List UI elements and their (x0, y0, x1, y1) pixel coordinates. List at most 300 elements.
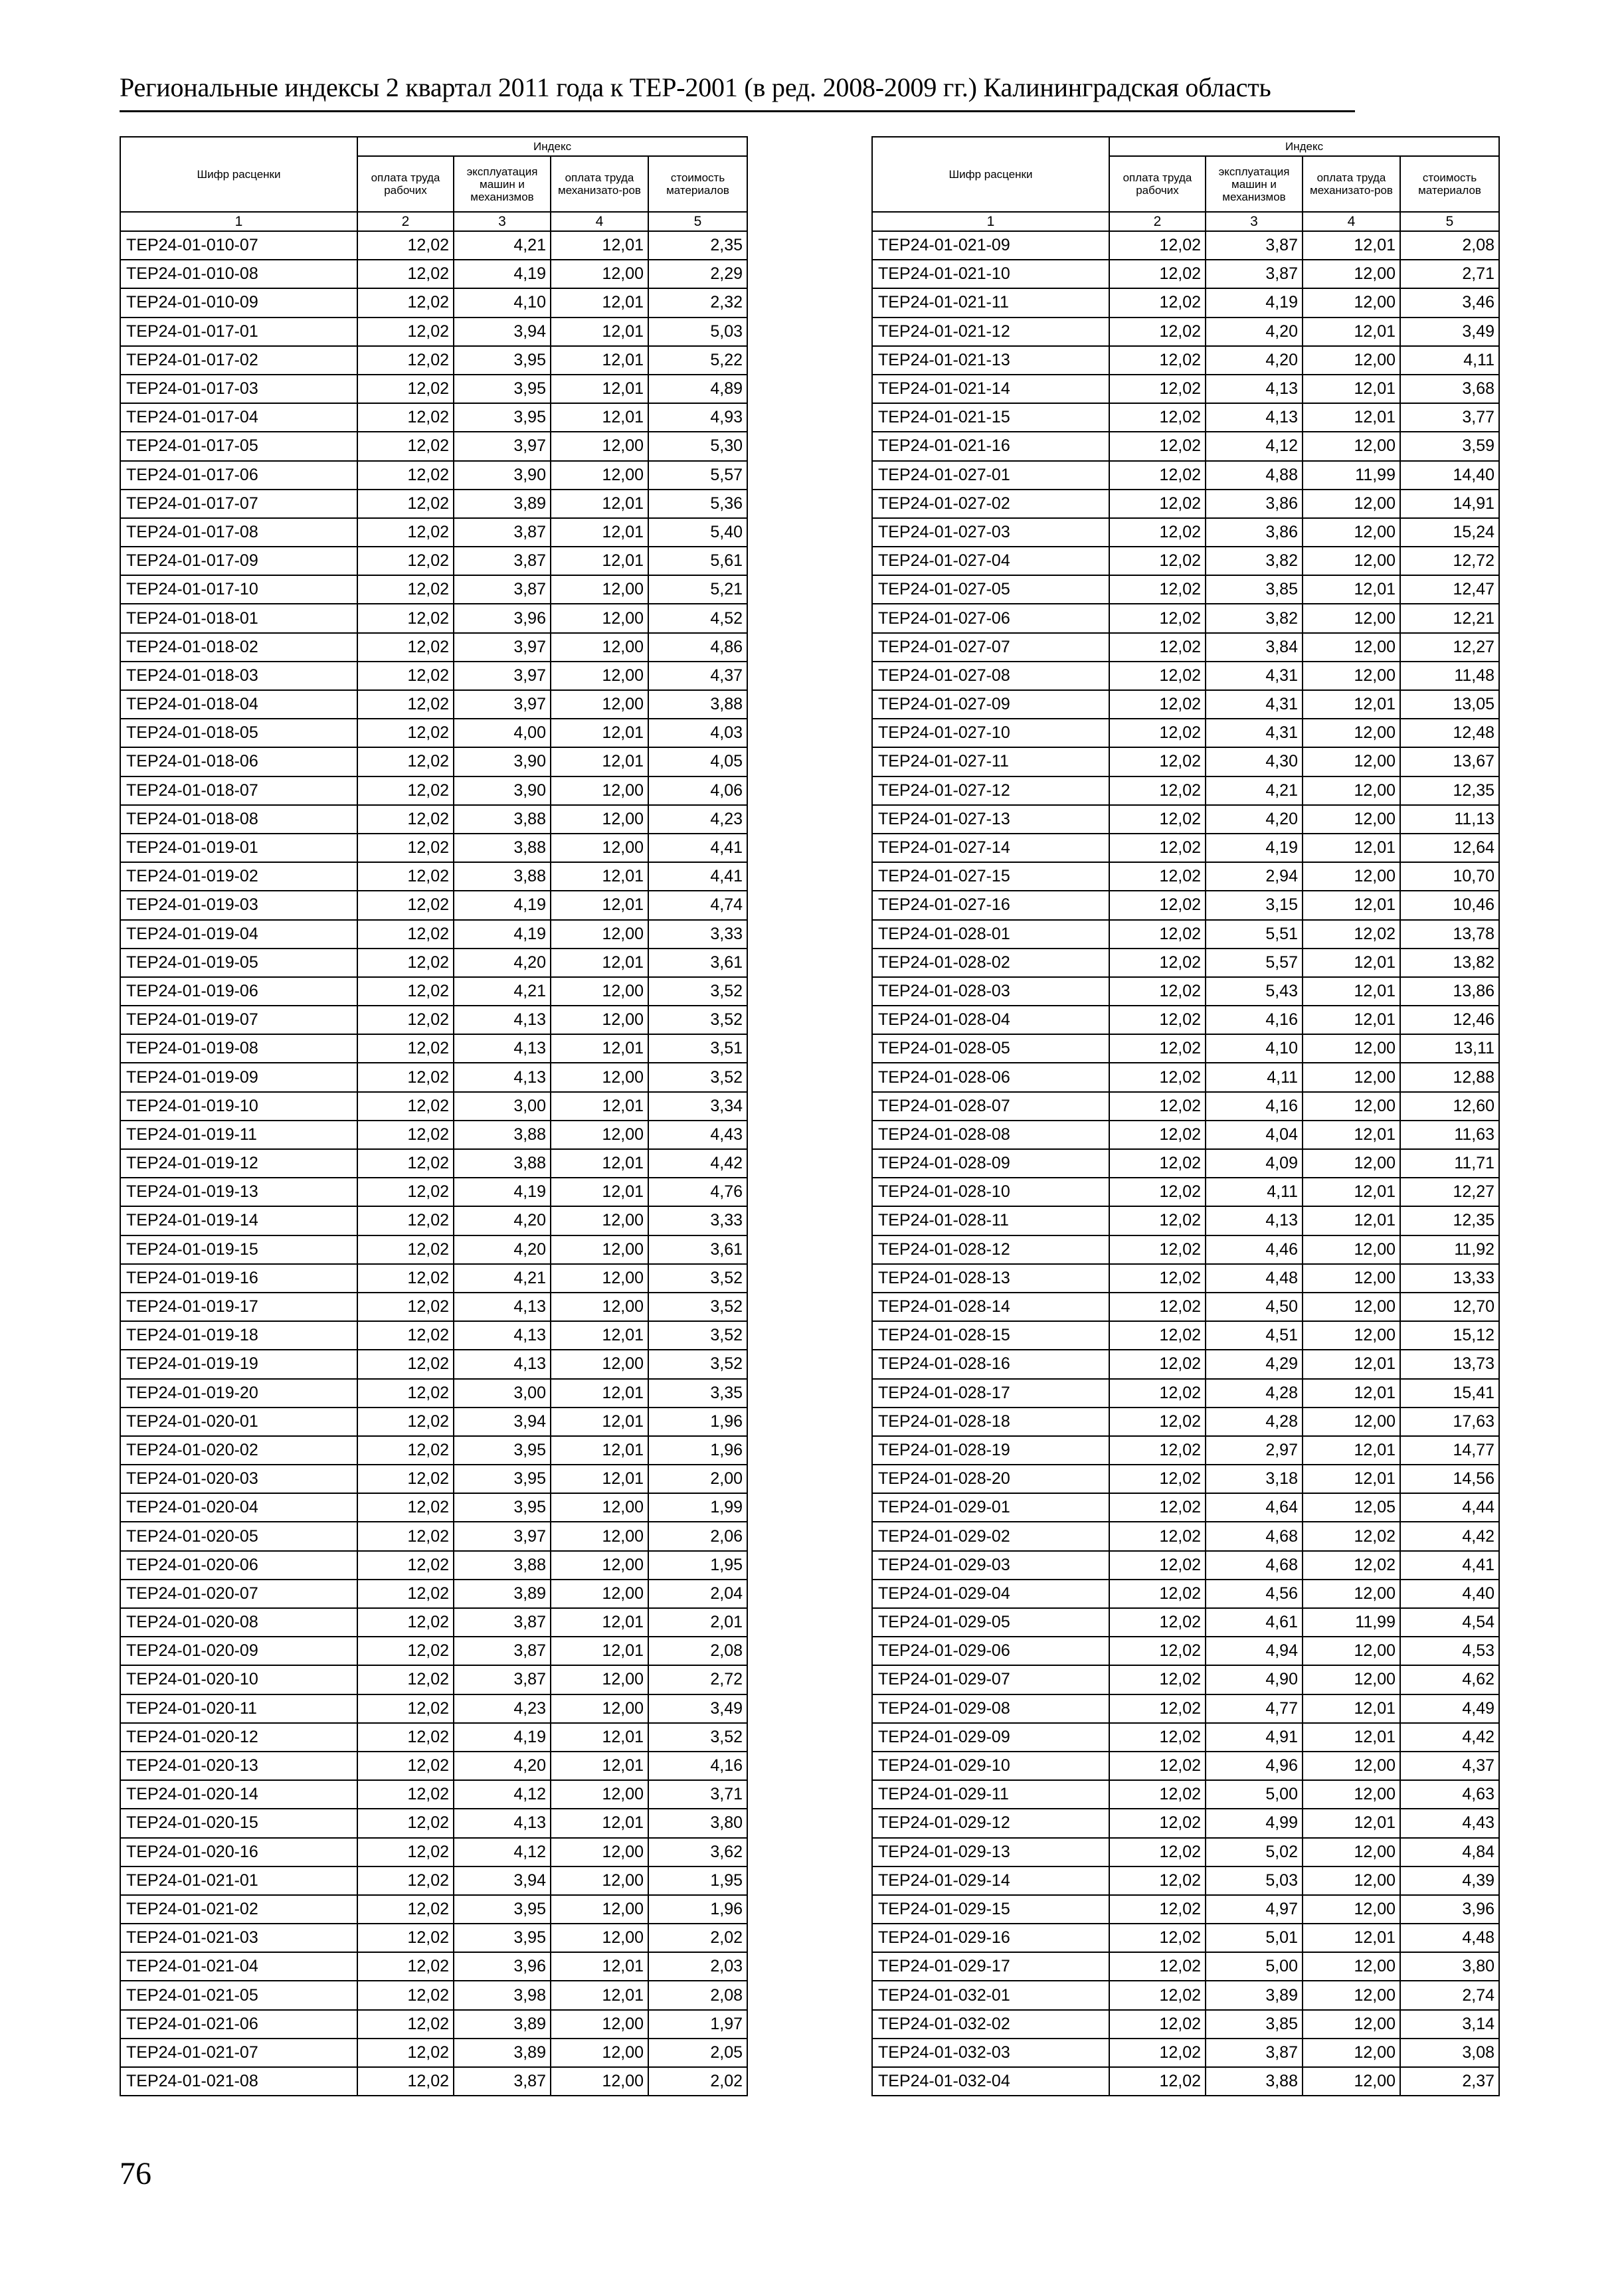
cell-code: ТЕР24-01-019-06 (120, 977, 357, 1006)
cell-materials: 4,16 (648, 1752, 747, 1780)
cell-machinery: 4,21 (454, 231, 551, 260)
cell-operator-cost: 12,01 (551, 949, 648, 977)
cell-machinery: 4,04 (1206, 1121, 1303, 1149)
cell-operator-cost: 12,00 (551, 1866, 648, 1895)
table-row (872, 1264, 1499, 1293)
table-row (872, 834, 1499, 862)
cell-labor-cost: 12,02 (357, 490, 454, 518)
cell-operator-cost: 12,01 (551, 403, 648, 432)
cell-machinery: 4,19 (454, 1178, 551, 1206)
cell-materials: 14,40 (1400, 461, 1499, 490)
cell-code: ТЕР24-01-010-09 (120, 288, 357, 317)
cell-labor-cost: 12,02 (1109, 375, 1206, 403)
table-row (120, 1694, 747, 1723)
cell-code: ТЕР24-01-028-09 (872, 1149, 1109, 1178)
cell-operator-cost: 12,01 (1303, 575, 1400, 604)
cell-labor-cost: 12,02 (357, 1752, 454, 1780)
cell-code: ТЕР24-01-021-05 (120, 1981, 357, 2009)
table-row (120, 1752, 747, 1780)
cell-code: ТЕР24-01-029-16 (872, 1924, 1109, 1952)
table-row (120, 1206, 747, 1235)
cell-labor-cost: 12,02 (1109, 1752, 1206, 1780)
table-row (120, 805, 747, 834)
cell-machinery: 3,84 (1206, 633, 1303, 662)
cell-materials: 17,63 (1400, 1408, 1499, 1436)
cell-machinery: 3,88 (454, 1121, 551, 1149)
cell-labor-cost: 12,02 (357, 604, 454, 632)
cell-operator-cost: 12,01 (551, 1637, 648, 1665)
cell-operator-cost: 12,00 (1303, 1264, 1400, 1293)
page-title: Региональные индексы 2 квартал 2011 года к ТЕР-2001 (в ред. 2008-2009 гг.) Калининградская область (120, 72, 1271, 102)
cell-machinery: 2,94 (1206, 862, 1303, 891)
cell-machinery: 4,28 (1206, 1379, 1303, 1408)
cell-code: ТЕР24-01-019-11 (120, 1121, 357, 1149)
cell-materials: 3,88 (648, 690, 747, 719)
table-row (872, 1665, 1499, 1694)
table-row (872, 1637, 1499, 1665)
cell-materials: 11,48 (1400, 662, 1499, 690)
cell-labor-cost: 12,02 (1109, 1293, 1206, 1321)
cell-code: ТЕР24-01-028-02 (872, 949, 1109, 977)
cell-labor-cost: 12,02 (1109, 518, 1206, 547)
table-row (120, 318, 747, 346)
table-row (120, 690, 747, 719)
table-row (872, 1580, 1499, 1608)
cell-labor-cost: 12,02 (357, 862, 454, 891)
cell-machinery: 4,13 (454, 1006, 551, 1034)
cell-materials: 4,41 (1400, 1551, 1499, 1580)
table-row (872, 461, 1499, 490)
cell-labor-cost: 12,02 (357, 288, 454, 317)
cell-labor-cost: 12,02 (357, 403, 454, 432)
table-row (872, 1178, 1499, 1206)
cell-operator-cost: 12,00 (1303, 1895, 1400, 1924)
cell-operator-cost: 12,02 (1303, 920, 1400, 949)
cell-materials: 3,71 (648, 1780, 747, 1809)
table-row (872, 231, 1499, 260)
cell-materials: 2,03 (648, 1952, 747, 1981)
cell-machinery: 3,94 (454, 1866, 551, 1895)
cell-labor-cost: 12,02 (1109, 1895, 1206, 1924)
cell-labor-cost: 12,02 (357, 1694, 454, 1723)
cell-labor-cost: 12,02 (357, 1121, 454, 1149)
cell-machinery: 4,20 (454, 1206, 551, 1235)
cell-machinery: 3,90 (454, 461, 551, 490)
table-row (872, 1924, 1499, 1952)
cell-materials: 3,80 (648, 1809, 747, 1837)
cell-code: ТЕР24-01-019-05 (120, 949, 357, 977)
cell-code: ТЕР24-01-021-12 (872, 318, 1109, 346)
cell-labor-cost: 12,02 (1109, 776, 1206, 805)
cell-code: ТЕР24-01-028-15 (872, 1321, 1109, 1350)
table-row (120, 1809, 747, 1837)
cell-materials: 13,73 (1400, 1350, 1499, 1378)
cell-labor-cost: 12,02 (357, 1637, 454, 1665)
cell-operator-cost: 12,00 (1303, 346, 1400, 375)
cell-operator-cost: 12,00 (551, 1895, 648, 1924)
column-number: 4 (1303, 212, 1400, 231)
cell-operator-cost: 12,00 (1303, 547, 1400, 575)
cell-machinery: 4,19 (454, 920, 551, 949)
cell-code: ТЕР24-01-020-05 (120, 1522, 357, 1550)
cell-materials: 3,34 (648, 1092, 747, 1121)
cell-operator-cost: 12,01 (551, 1952, 648, 1981)
table-row (872, 1493, 1499, 1522)
cell-machinery: 4,20 (1206, 346, 1303, 375)
cell-labor-cost: 12,02 (1109, 1121, 1206, 1149)
table-row (872, 2010, 1499, 2039)
cell-materials: 4,11 (1400, 346, 1499, 375)
cell-materials: 3,59 (1400, 432, 1499, 460)
cell-code: ТЕР24-01-028-03 (872, 977, 1109, 1006)
cell-code: ТЕР24-01-020-10 (120, 1665, 357, 1694)
cell-labor-cost: 12,02 (1109, 432, 1206, 460)
cell-materials: 1,99 (648, 1493, 747, 1522)
cell-operator-cost: 12,00 (551, 575, 648, 604)
cell-machinery: 3,94 (454, 1408, 551, 1436)
cell-machinery: 3,88 (454, 1149, 551, 1178)
cell-labor-cost: 12,02 (357, 1493, 454, 1522)
column-header-code: Шифр расценки (872, 137, 1109, 212)
cell-labor-cost: 12,02 (357, 662, 454, 690)
cell-materials: 4,54 (1400, 1608, 1499, 1637)
cell-machinery: 4,11 (1206, 1178, 1303, 1206)
cell-operator-cost: 12,01 (1303, 1121, 1400, 1149)
cell-materials: 4,42 (1400, 1522, 1499, 1550)
cell-labor-cost: 12,02 (1109, 1665, 1206, 1694)
table-row (872, 1206, 1499, 1235)
cell-machinery: 3,88 (1206, 2067, 1303, 2096)
cell-labor-cost: 12,02 (357, 231, 454, 260)
table-row (120, 1551, 747, 1580)
cell-code: ТЕР24-01-029-06 (872, 1637, 1109, 1665)
cell-materials: 4,86 (648, 633, 747, 662)
cell-labor-cost: 12,02 (1109, 1379, 1206, 1408)
cell-machinery: 3,95 (454, 375, 551, 403)
cell-code: ТЕР24-01-020-07 (120, 1580, 357, 1608)
cell-operator-cost: 12,00 (1303, 1580, 1400, 1608)
table-row (872, 1551, 1499, 1580)
cell-labor-cost: 12,02 (1109, 977, 1206, 1006)
cell-machinery: 3,82 (1206, 604, 1303, 632)
cell-code: ТЕР24-01-020-02 (120, 1436, 357, 1465)
cell-operator-cost: 12,00 (1303, 1981, 1400, 2009)
cell-labor-cost: 12,02 (357, 1580, 454, 1608)
table-row (120, 1178, 747, 1206)
cell-machinery: 4,16 (1206, 1092, 1303, 1121)
cell-labor-cost: 12,02 (357, 2010, 454, 2039)
cell-operator-cost: 12,01 (1303, 891, 1400, 919)
cell-labor-cost: 12,02 (1109, 862, 1206, 891)
cell-operator-cost: 12,00 (1303, 518, 1400, 547)
cell-code: ТЕР24-01-027-10 (872, 719, 1109, 747)
cell-labor-cost: 12,02 (1109, 1551, 1206, 1580)
cell-code: ТЕР24-01-028-17 (872, 1379, 1109, 1408)
cell-machinery: 3,87 (454, 2067, 551, 2096)
table-row (120, 375, 747, 403)
cell-materials: 3,49 (648, 1694, 747, 1723)
cell-operator-cost: 12,00 (1303, 1149, 1400, 1178)
cell-materials: 14,56 (1400, 1465, 1499, 1493)
cell-machinery: 4,10 (454, 288, 551, 317)
table-row (120, 432, 747, 460)
cell-code: ТЕР24-01-018-01 (120, 604, 357, 632)
cell-labor-cost: 12,02 (1109, 2067, 1206, 2096)
table-row (872, 490, 1499, 518)
table-row (872, 1895, 1499, 1924)
cell-materials: 1,95 (648, 1551, 747, 1580)
cell-labor-cost: 12,02 (1109, 1952, 1206, 1981)
cell-machinery: 5,00 (1206, 1952, 1303, 1981)
column-number: 3 (1206, 212, 1303, 231)
cell-machinery: 4,12 (1206, 432, 1303, 460)
cell-code: ТЕР24-01-019-13 (120, 1178, 357, 1206)
cell-labor-cost: 12,02 (1109, 2039, 1206, 2067)
cell-machinery: 4,13 (454, 1063, 551, 1091)
cell-labor-cost: 12,02 (357, 318, 454, 346)
table-row (120, 1580, 747, 1608)
cell-machinery: 4,51 (1206, 1321, 1303, 1350)
cell-machinery: 3,87 (454, 1637, 551, 1665)
cell-materials: 3,52 (648, 1350, 747, 1378)
cell-operator-cost: 12,00 (1303, 1637, 1400, 1665)
cell-machinery: 5,00 (1206, 1780, 1303, 1809)
table-row (120, 633, 747, 662)
table-row (120, 719, 747, 747)
cell-machinery: 3,90 (454, 747, 551, 776)
cell-operator-cost: 12,01 (551, 1178, 648, 1206)
cell-operator-cost: 12,01 (551, 346, 648, 375)
column-header-materials: стоимость материалов (1400, 156, 1499, 212)
cell-materials: 3,62 (648, 1838, 747, 1866)
table-row (872, 719, 1499, 747)
cell-code: ТЕР24-01-027-15 (872, 862, 1109, 891)
cell-materials: 2,04 (648, 1580, 747, 1608)
table-row (872, 518, 1499, 547)
cell-labor-cost: 12,02 (1109, 1149, 1206, 1178)
cell-code: ТЕР24-01-029-13 (872, 1838, 1109, 1866)
cell-operator-cost: 12,01 (551, 375, 648, 403)
cell-labor-cost: 12,02 (1109, 1809, 1206, 1837)
cell-code: ТЕР24-01-021-07 (120, 2039, 357, 2067)
cell-operator-cost: 12,02 (1303, 1551, 1400, 1580)
cell-materials: 15,12 (1400, 1321, 1499, 1350)
cell-labor-cost: 12,02 (357, 518, 454, 547)
cell-machinery: 3,89 (454, 1580, 551, 1608)
table-row (872, 2039, 1499, 2067)
cell-materials: 3,61 (648, 1235, 747, 1264)
cell-machinery: 3,87 (1206, 260, 1303, 288)
cell-labor-cost: 12,02 (357, 1379, 454, 1408)
cell-materials: 4,74 (648, 891, 747, 919)
cell-code: ТЕР24-01-028-05 (872, 1034, 1109, 1063)
cell-machinery: 4,00 (454, 719, 551, 747)
cell-materials: 1,96 (648, 1436, 747, 1465)
cell-machinery: 3,15 (1206, 891, 1303, 919)
cell-operator-cost: 12,00 (551, 432, 648, 460)
cell-operator-cost: 12,01 (551, 1092, 648, 1121)
cell-code: ТЕР24-01-028-01 (872, 920, 1109, 949)
cell-operator-cost: 12,00 (551, 1493, 648, 1522)
cell-labor-cost: 12,02 (357, 949, 454, 977)
cell-materials: 1,97 (648, 2010, 747, 2039)
cell-machinery: 3,88 (454, 862, 551, 891)
cell-materials: 4,93 (648, 403, 747, 432)
table-row (120, 2067, 747, 2096)
cell-materials: 5,03 (648, 318, 747, 346)
cell-labor-cost: 12,02 (357, 1981, 454, 2009)
cell-materials: 4,05 (648, 747, 747, 776)
index-table-right (871, 136, 1500, 2096)
cell-code: ТЕР24-01-019-04 (120, 920, 357, 949)
cell-materials: 13,67 (1400, 747, 1499, 776)
table-row (872, 747, 1499, 776)
cell-labor-cost: 12,02 (357, 432, 454, 460)
cell-code: ТЕР24-01-018-04 (120, 690, 357, 719)
cell-operator-cost: 12,00 (551, 1580, 648, 1608)
cell-labor-cost: 12,02 (357, 1551, 454, 1580)
cell-materials: 5,22 (648, 346, 747, 375)
cell-machinery: 3,95 (454, 1465, 551, 1493)
cell-code: ТЕР24-01-019-19 (120, 1350, 357, 1378)
cell-labor-cost: 12,02 (1109, 1694, 1206, 1723)
cell-materials: 4,37 (1400, 1752, 1499, 1780)
table-row (120, 260, 747, 288)
cell-operator-cost: 12,01 (1303, 1465, 1400, 1493)
cell-labor-cost: 12,02 (1109, 1580, 1206, 1608)
cell-machinery: 4,12 (454, 1838, 551, 1866)
cell-labor-cost: 12,02 (357, 1809, 454, 1837)
cell-materials: 13,33 (1400, 1264, 1499, 1293)
cell-code: ТЕР24-01-021-11 (872, 288, 1109, 317)
cell-code: ТЕР24-01-027-08 (872, 662, 1109, 690)
cell-code: ТЕР24-01-029-10 (872, 1752, 1109, 1780)
cell-machinery: 3,18 (1206, 1465, 1303, 1493)
cell-labor-cost: 12,02 (357, 1063, 454, 1091)
cell-materials: 10,70 (1400, 862, 1499, 891)
cell-labor-cost: 12,02 (1109, 662, 1206, 690)
cell-materials: 4,03 (648, 719, 747, 747)
cell-operator-cost: 12,00 (1303, 260, 1400, 288)
cell-labor-cost: 12,02 (357, 719, 454, 747)
table-row (872, 1981, 1499, 2009)
cell-labor-cost: 12,02 (357, 1206, 454, 1235)
table-row (120, 1264, 747, 1293)
table-row (872, 575, 1499, 604)
cell-labor-cost: 12,02 (357, 1723, 454, 1752)
cell-operator-cost: 12,00 (1303, 288, 1400, 317)
cell-labor-cost: 12,02 (357, 633, 454, 662)
cell-code: ТЕР24-01-021-03 (120, 1924, 357, 1952)
cell-labor-cost: 12,02 (357, 1436, 454, 1465)
cell-machinery: 3,97 (454, 1522, 551, 1550)
cell-operator-cost: 12,01 (551, 318, 648, 346)
table-row (120, 575, 747, 604)
cell-materials: 1,96 (648, 1895, 747, 1924)
cell-machinery: 4,19 (454, 891, 551, 919)
cell-labor-cost: 12,02 (357, 260, 454, 288)
cell-labor-cost: 12,02 (357, 1293, 454, 1321)
column-number: 2 (357, 212, 454, 231)
cell-labor-cost: 12,02 (357, 1264, 454, 1293)
cell-operator-cost: 12,00 (551, 1063, 648, 1091)
cell-materials: 15,24 (1400, 518, 1499, 547)
cell-operator-cost: 12,00 (551, 834, 648, 862)
cell-operator-cost: 12,00 (551, 1924, 648, 1952)
table-row (120, 1121, 747, 1149)
cell-code: ТЕР24-01-028-06 (872, 1063, 1109, 1091)
cell-labor-cost: 12,02 (1109, 403, 1206, 432)
table-row (872, 1952, 1499, 1981)
table-row (872, 1408, 1499, 1436)
cell-materials: 3,08 (1400, 2039, 1499, 2067)
cell-code: ТЕР24-01-028-10 (872, 1178, 1109, 1206)
cell-machinery: 3,89 (454, 2039, 551, 2067)
cell-operator-cost: 12,00 (551, 604, 648, 632)
cell-operator-cost: 12,00 (1303, 633, 1400, 662)
cell-machinery: 3,97 (454, 690, 551, 719)
cell-machinery: 3,88 (454, 805, 551, 834)
cell-operator-cost: 11,99 (1303, 461, 1400, 490)
cell-operator-cost: 12,01 (551, 1436, 648, 1465)
cell-code: ТЕР24-01-029-08 (872, 1694, 1109, 1723)
cell-code: ТЕР24-01-027-13 (872, 805, 1109, 834)
cell-code: ТЕР24-01-029-09 (872, 1723, 1109, 1752)
cell-machinery: 3,90 (454, 776, 551, 805)
cell-code: ТЕР24-01-017-07 (120, 490, 357, 518)
cell-labor-cost: 12,02 (1109, 1321, 1206, 1350)
cell-machinery: 3,95 (454, 1924, 551, 1952)
cell-machinery: 4,64 (1206, 1493, 1303, 1522)
table-row (872, 1235, 1499, 1264)
cell-operator-cost: 12,01 (1303, 403, 1400, 432)
column-number: 5 (648, 212, 747, 231)
cell-machinery: 5,03 (1206, 1866, 1303, 1895)
cell-operator-cost: 12,01 (551, 547, 648, 575)
cell-code: ТЕР24-01-021-15 (872, 403, 1109, 432)
cell-materials: 15,41 (1400, 1379, 1499, 1408)
cell-materials: 5,40 (648, 518, 747, 547)
cell-code: ТЕР24-01-021-09 (872, 231, 1109, 260)
cell-machinery: 3,96 (454, 604, 551, 632)
cell-code: ТЕР24-01-027-01 (872, 461, 1109, 490)
cell-materials: 4,52 (648, 604, 747, 632)
cell-code: ТЕР24-01-029-01 (872, 1493, 1109, 1522)
cell-materials: 5,30 (648, 432, 747, 460)
table-row (120, 920, 747, 949)
cell-code: ТЕР24-01-019-12 (120, 1149, 357, 1178)
table-row (872, 1866, 1499, 1895)
cell-code: ТЕР24-01-028-08 (872, 1121, 1109, 1149)
table-row (120, 1149, 747, 1178)
cell-labor-cost: 12,02 (357, 1924, 454, 1952)
cell-code: ТЕР24-01-028-20 (872, 1465, 1109, 1493)
cell-labor-cost: 12,02 (1109, 1522, 1206, 1550)
cell-code: ТЕР24-01-029-17 (872, 1952, 1109, 1981)
table-row (120, 1866, 747, 1895)
cell-code: ТЕР24-01-010-08 (120, 260, 357, 288)
cell-code: ТЕР24-01-017-01 (120, 318, 357, 346)
cell-machinery: 5,02 (1206, 1838, 1303, 1866)
cell-code: ТЕР24-01-010-07 (120, 231, 357, 260)
cell-materials: 13,82 (1400, 949, 1499, 977)
table-row (872, 949, 1499, 977)
table-row (120, 1379, 747, 1408)
cell-operator-cost: 12,01 (551, 719, 648, 747)
cell-labor-cost: 12,02 (357, 1350, 454, 1378)
cell-machinery: 3,97 (454, 662, 551, 690)
cell-operator-cost: 12,00 (1303, 432, 1400, 460)
